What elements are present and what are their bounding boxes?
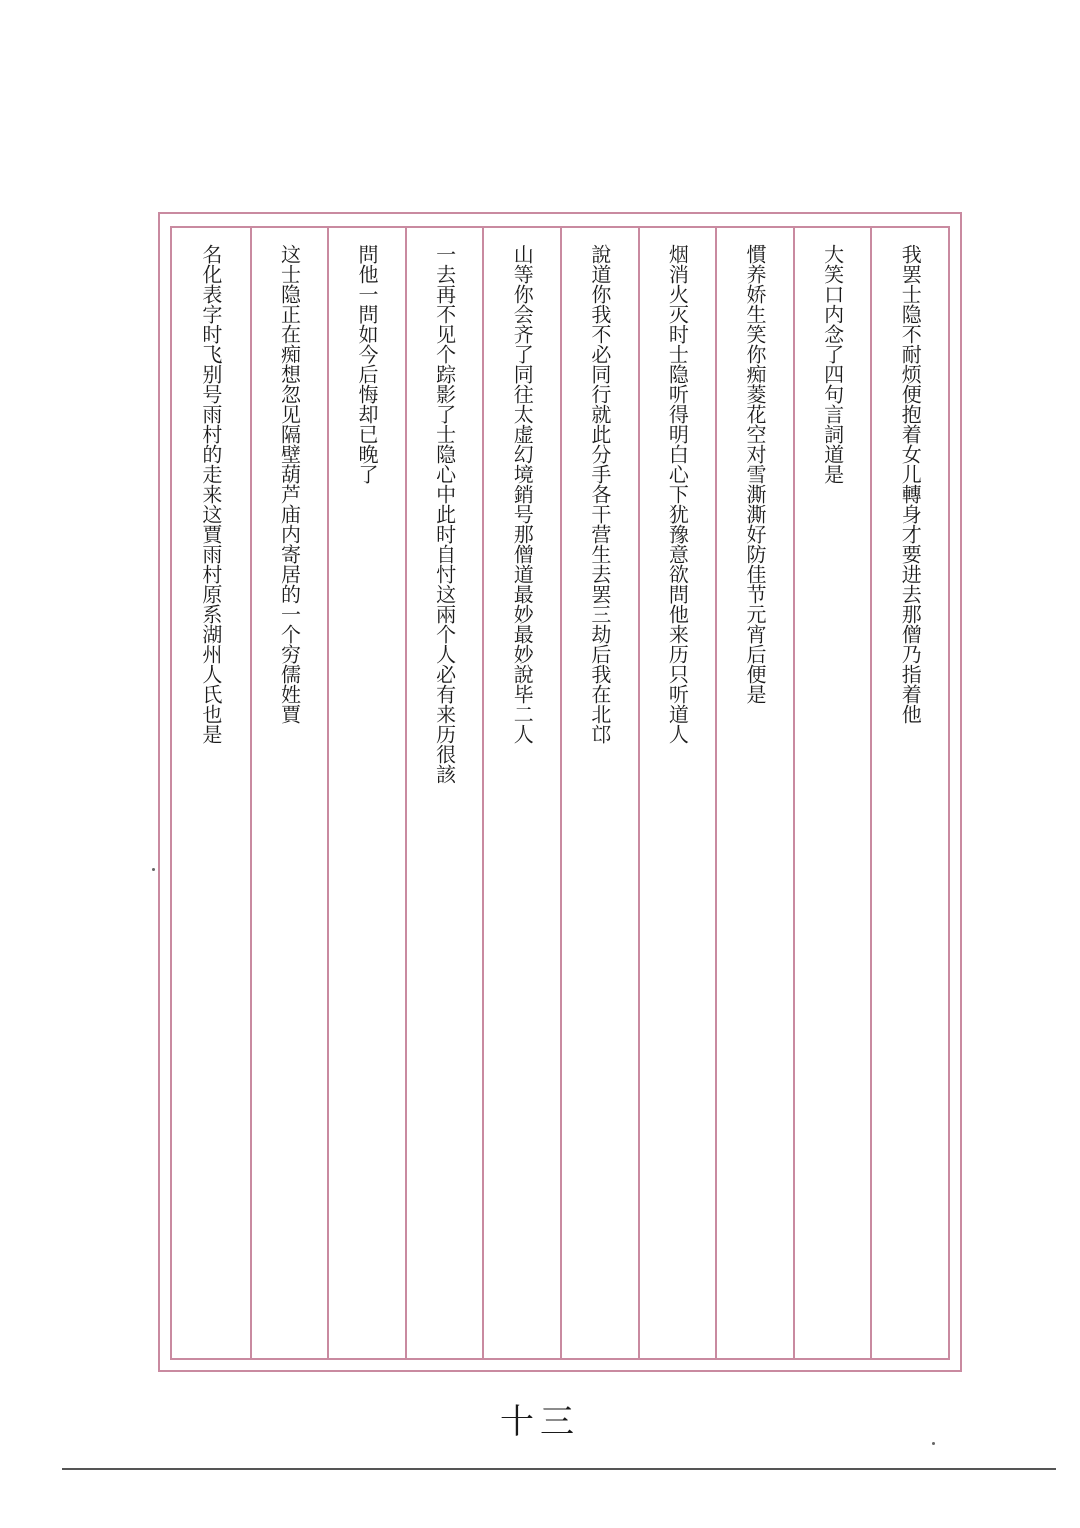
column-text: 大笑口内念了四句言詞道是 xyxy=(820,244,845,484)
column-text: 山等你会齐了同往太虚幻境銷号那僧道最妙最妙說毕二人 xyxy=(510,244,535,744)
column-10 xyxy=(172,228,250,1358)
column-text: 烟消火灭时士隐听得明白心下犹豫意欲問他来历只听道人 xyxy=(665,244,690,744)
scan-speck xyxy=(152,868,155,871)
scan-speck xyxy=(932,1442,935,1445)
column-4 xyxy=(638,228,716,1358)
column-9 xyxy=(250,228,328,1358)
column-7 xyxy=(405,228,483,1358)
column-text: 名化表字时飞别号雨村的走来这賈雨村原系湖州人氏也是 xyxy=(198,244,223,744)
column-text: 說道你我不必同行就此分手各干营生去罢三劫后我在北邙 xyxy=(587,244,612,744)
column-text: 这士隐正在痴想忽见隔壁葫芦庙内寄居的一个穷儒姓賈 xyxy=(277,244,302,724)
column-6 xyxy=(482,228,560,1358)
column-5 xyxy=(560,228,638,1358)
column-text: 問他一問如今后悔却已晚了 xyxy=(355,244,380,484)
column-8 xyxy=(327,228,405,1358)
manuscript-grid xyxy=(170,226,950,1360)
page-number: 十三 xyxy=(500,1402,580,1442)
column-text: 一去再不见个踪影了士隐心中此时自忖这兩个人必有来历很該 xyxy=(432,244,457,784)
column-3 xyxy=(715,228,793,1358)
column-2 xyxy=(793,228,871,1358)
column-text: 慣养娇生笑你痴菱花空对雪澌澌好防佳节元宵后便是 xyxy=(743,244,768,704)
column-text: 我罢士隐不耐烦便抱着女儿轉身才要进去那僧乃指着他 xyxy=(898,244,923,724)
column-1 xyxy=(870,228,948,1358)
bottom-rule xyxy=(62,1468,1056,1470)
